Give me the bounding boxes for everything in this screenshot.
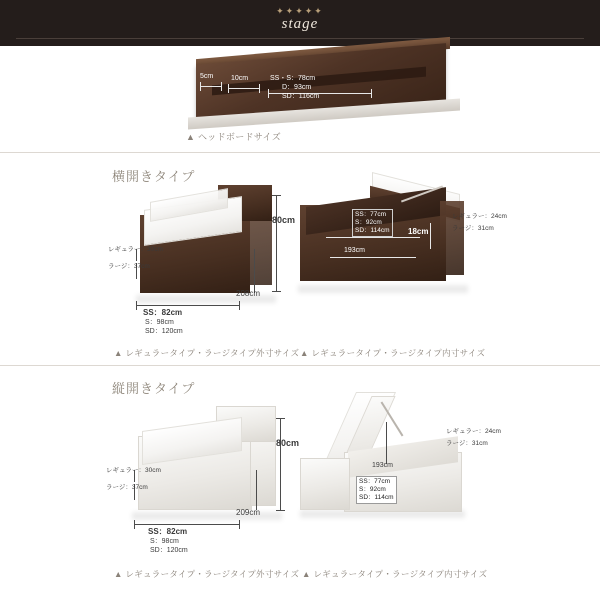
dim-10cm: 10cm (231, 75, 249, 82)
caption-headboard: ▲ ヘッドボードサイズ (186, 132, 281, 142)
caption-vertical-open-inner: ▲ レギュラータイプ・ラージタイプ内寸サイズ (302, 569, 488, 579)
dim-regular-30cm: レギュラー：30cm (106, 467, 161, 474)
dim-inner-length-193cm: 193cm (372, 462, 394, 469)
tick (276, 510, 285, 511)
dim-side-regular-24cm: レギュラー：24cm (446, 428, 501, 435)
dim-line-inner-length (386, 422, 387, 464)
tick (239, 301, 240, 310)
dim-s-98cm: S：98cm (145, 319, 174, 326)
dim-inner-ss-77cm: SS：77cm (359, 478, 391, 485)
dim-line-inner-length (330, 257, 416, 258)
tick (134, 520, 135, 529)
dim-ss-82cm: SS：82cm (143, 308, 183, 317)
tick (268, 89, 269, 98)
dim-length-209cm: 209cm (236, 508, 261, 517)
dim-line-height (276, 195, 277, 291)
dim-line-10cm (228, 88, 260, 89)
caption-side-open-outer: ▲ レギュラータイプ・ラージタイプ外寸サイズ (114, 348, 300, 358)
banner-divider (16, 38, 584, 39)
tick (239, 520, 240, 529)
dim-d-93cm: D：93cm (282, 84, 312, 91)
inner-width-labels (356, 476, 397, 504)
brand-banner (0, 0, 600, 47)
tick (200, 82, 201, 91)
dim-side-large-31cm: ラージ：31cm (446, 440, 488, 447)
figure-shadow (298, 285, 468, 293)
dim-inner-s-92cm: S：92cm (359, 486, 386, 494)
section-title-side-open: 横開きタイプ (112, 169, 196, 184)
dim-s-98cm: S：98cm (150, 538, 179, 545)
dim-side-large-31cm: ラージ：31cm (452, 225, 494, 232)
tick (272, 291, 281, 292)
dim-line-inner-width (326, 237, 420, 238)
bottom-fade (0, 580, 600, 600)
dim-line-height (280, 418, 281, 510)
dim-inner-depth-18cm: 18cm (408, 227, 429, 236)
caption-vertical-open-outer: ▲ レギュラータイプ・ラージタイプ外寸サイズ (114, 569, 300, 579)
dim-height-80cm: 80cm (272, 215, 296, 225)
dim-height-80cm: 80cm (276, 438, 300, 448)
tick (276, 418, 285, 419)
caption-side-open-inner: ▲ レギュラータイプ・ラージタイプ内寸サイズ (300, 348, 486, 358)
headboard-figure (0, 46, 600, 146)
dim-side-regular-24cm: レギュラー：24cm (452, 213, 507, 220)
tick (221, 82, 222, 91)
ornament-decoration: ✦✦✦✦✦ (276, 6, 324, 16)
dim-line-width (136, 305, 240, 306)
tick (228, 84, 229, 93)
tick (371, 89, 372, 98)
dim-line-width (134, 524, 240, 525)
dim-ss-s-78cm: SS・S：78cm (270, 75, 316, 82)
brand-logo: stage (281, 16, 319, 32)
dim-inner-sd-114cm: SD：114cm (359, 494, 394, 502)
dim-line-length (256, 470, 257, 510)
tick (259, 84, 260, 93)
dim-large-37cm: ラージ：37cm (108, 263, 150, 270)
dim-inner-sd-114cm: SD：114cm (355, 227, 390, 235)
dim-regular-30cm: レギュラー：30cm (108, 246, 163, 253)
dim-line-5cm (200, 86, 222, 87)
dim-line-inner-depth (430, 223, 431, 249)
inner-width-labels (352, 209, 393, 237)
storage-box-front (300, 458, 350, 510)
tick (272, 195, 281, 196)
dim-sd-120cm: SD：120cm (145, 328, 183, 335)
dim-length-208cm: 208cm (236, 289, 261, 298)
dim-inner-s-92cm: S：92cm (355, 219, 382, 227)
dim-5cm: 5cm (200, 73, 214, 80)
tick (136, 301, 137, 310)
dim-sd-116cm: SD：116cm (282, 93, 320, 100)
dim-line-length (254, 249, 255, 293)
section-vertical-open (0, 366, 600, 591)
section-side-open (0, 153, 600, 363)
dim-inner-ss-77cm: SS：77cm (355, 211, 387, 218)
dim-ss-82cm: SS：82cm (148, 527, 188, 536)
dim-large-37cm: ラージ：37cm (106, 484, 148, 491)
dim-sd-120cm: SD：120cm (150, 547, 188, 554)
section-title-vertical-open: 縦開きタイプ (112, 381, 196, 396)
dim-inner-length-193cm: 193cm (344, 247, 366, 254)
